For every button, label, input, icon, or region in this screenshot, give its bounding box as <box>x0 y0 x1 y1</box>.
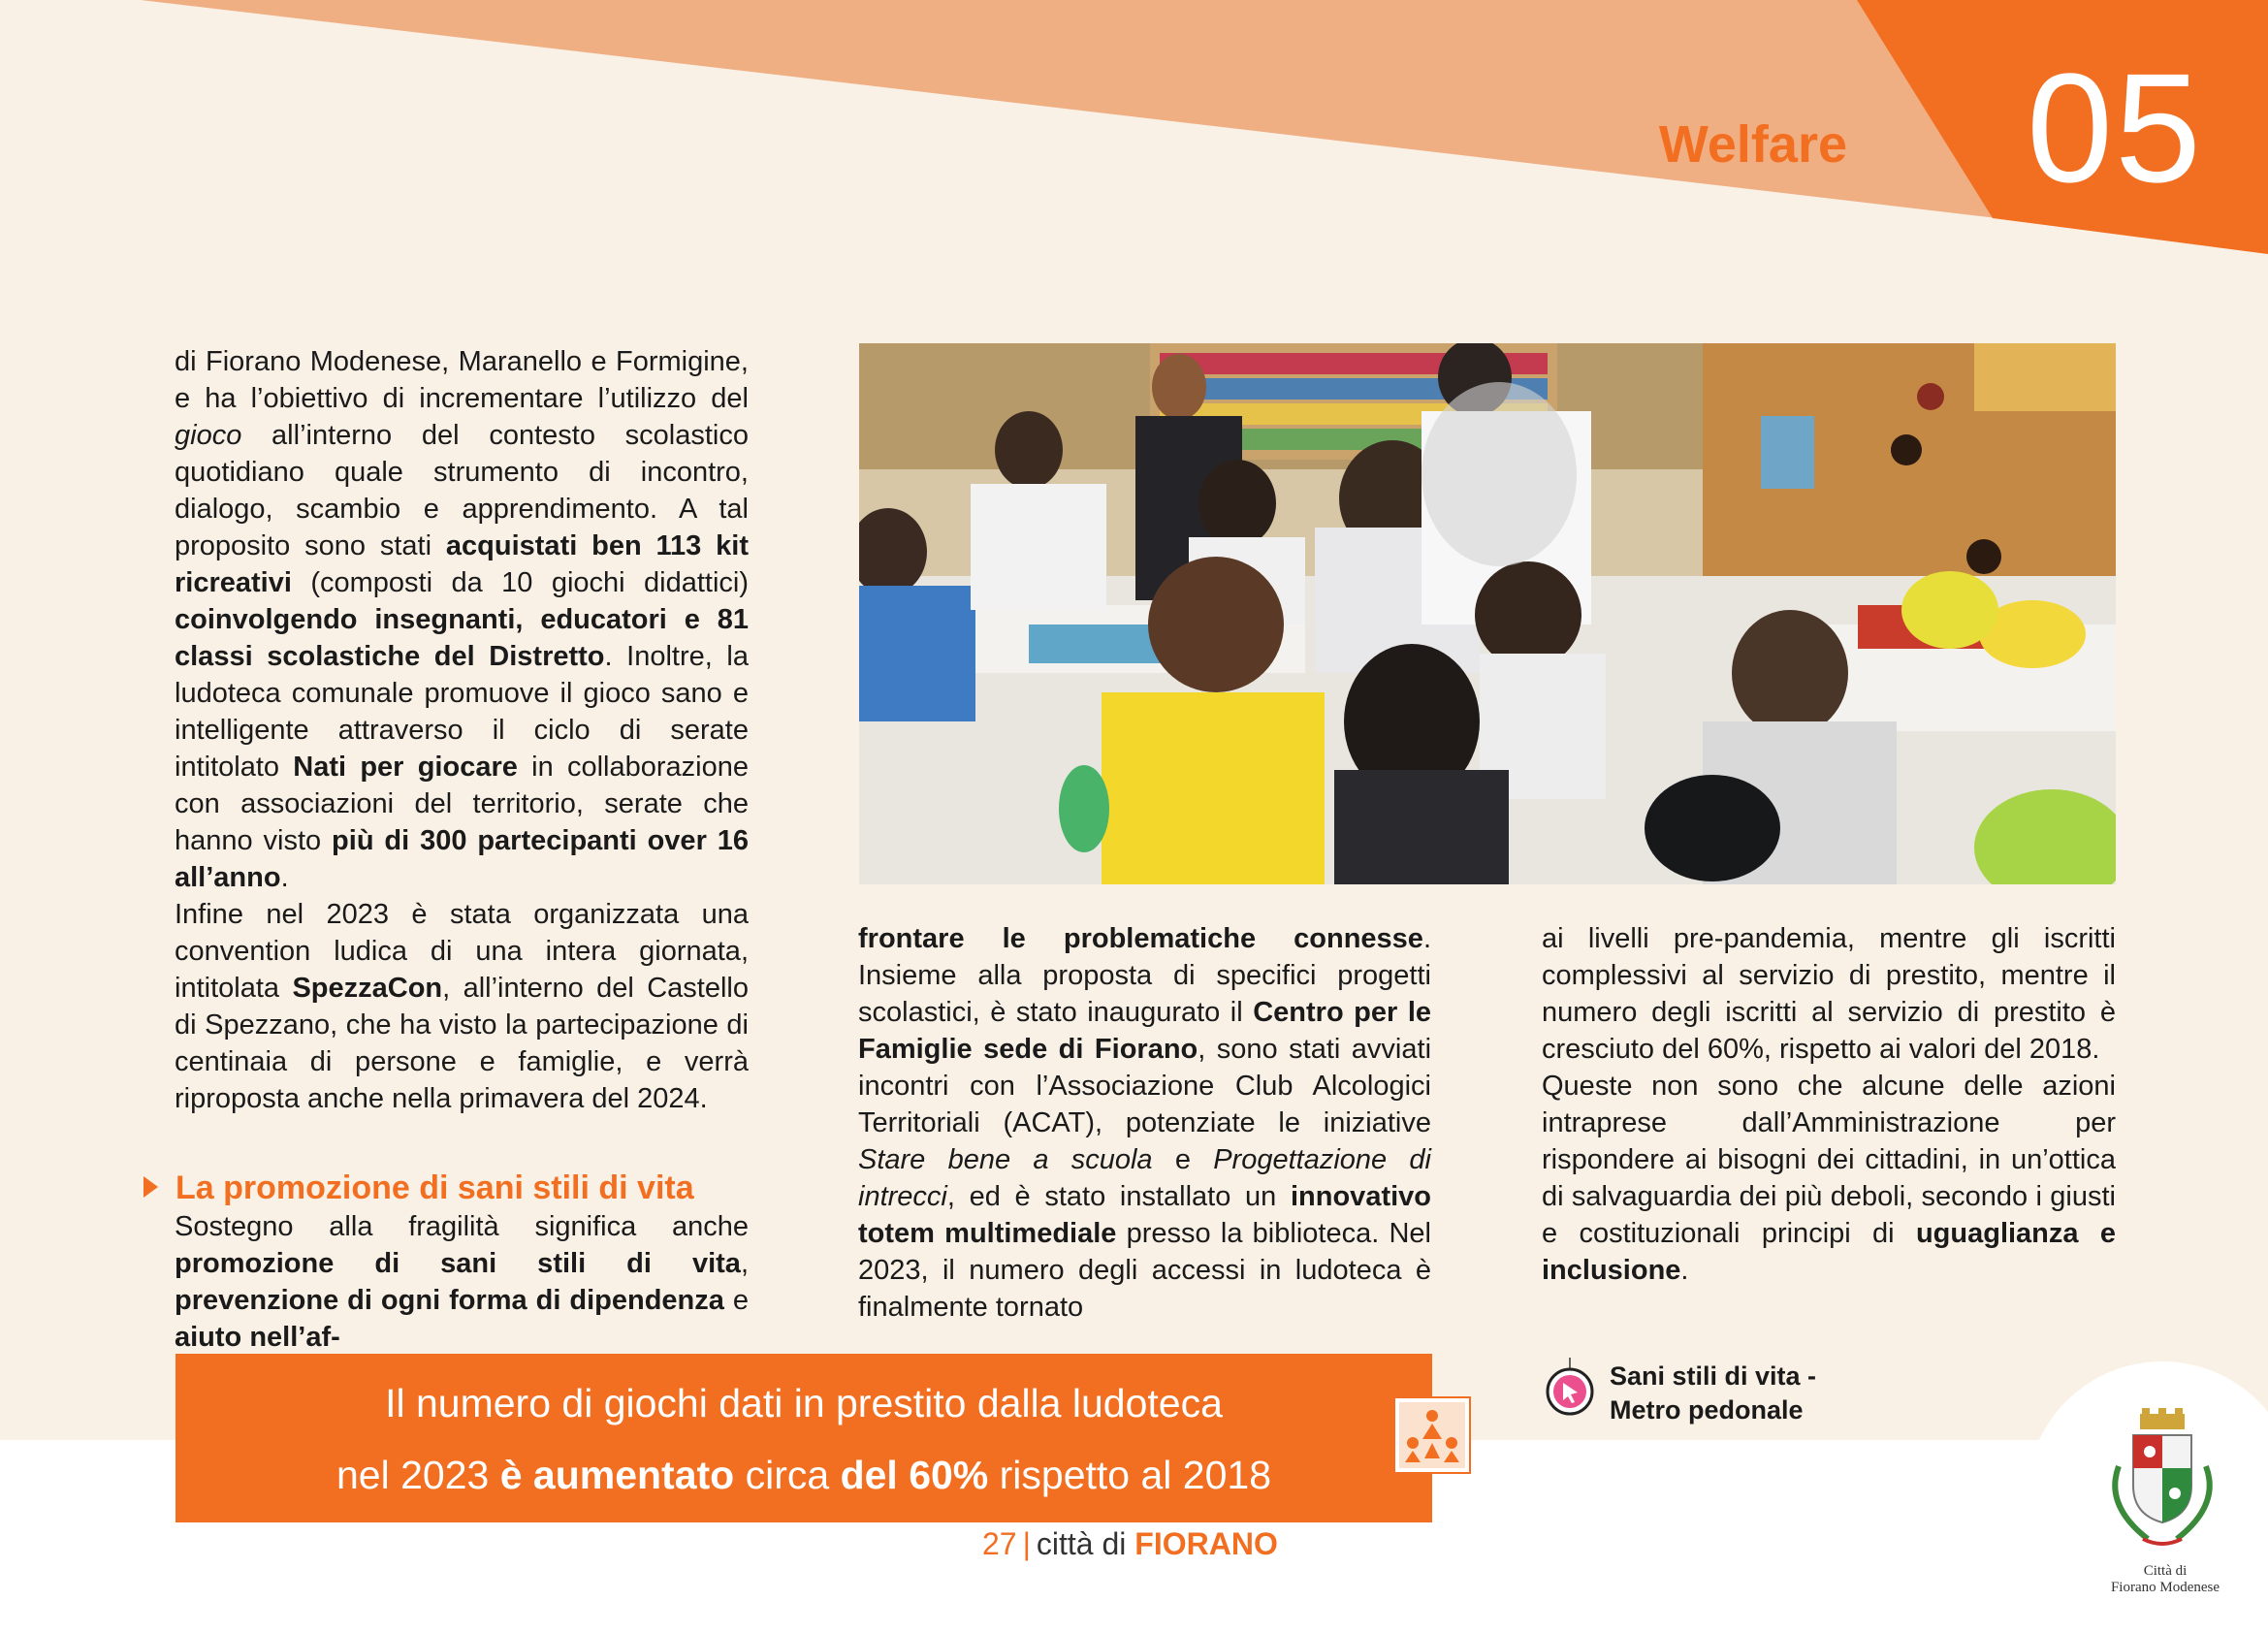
italic-run: gioco <box>175 420 242 451</box>
crest-caption-line-2: Fiorano Modenese <box>2110 1580 2220 1595</box>
bold-run: Centro per le Famiglie sede di Fiorano <box>858 997 1432 1065</box>
text-run: ai livelli pre-pandemia, mentre gli iscritti complessivi al servizio di prestito, mentre il numero degli iscritti al servizio di prestito è cresciuto del 60%, rispetto ai valori del 2018. <box>1542 923 2116 1065</box>
bold-run: Nati per giocare <box>293 752 518 783</box>
ludoteca-photo <box>859 343 2116 884</box>
text-run: Infine nel 2023 è stata organizzata una convention ludica di una intera giornata, intitolata <box>175 899 749 1004</box>
footer-city: FIORANO <box>1134 1526 1278 1561</box>
subheading-text: La promozione di sani stili di vita <box>176 1169 694 1206</box>
italic-run: Progettazione di intrecci <box>858 1144 1431 1212</box>
bold-run: frontare le problematiche connesse <box>858 923 1423 954</box>
text-run: . <box>280 862 289 893</box>
link-text-line-2[interactable]: Metro pedonale <box>1610 1395 1804 1425</box>
crest-caption <box>2073 1563 2257 1596</box>
bold-run: più di 300 partecipanti over 16 all’anno <box>175 825 749 893</box>
bold-run: è aumentato <box>499 1453 735 1497</box>
highlight-banner <box>176 1354 1432 1522</box>
text-run: all’interno del contesto scolastico quotidiano quale strumento di incontro, dialogo, scambio e apprendimento. A tal proposito sono stati <box>175 420 749 561</box>
column-3-paragraph-1 <box>1542 920 2116 1068</box>
bold-run: acquistati ben 113 kit ricreativi <box>175 530 749 598</box>
text-run: , ed è stato installato un <box>946 1181 1291 1212</box>
bold-run: uguaglianza e inclusione <box>1542 1218 2116 1286</box>
bold-run: SpezzaCon <box>292 973 443 1004</box>
text-run: rispetto al 2018 <box>988 1453 1272 1497</box>
bold-run: promozione di sani stili di vita <box>175 1248 741 1279</box>
text-run: circa <box>734 1453 841 1497</box>
text-run: (composti da 10 giochi didattici) <box>291 567 749 598</box>
section-title: Welfare <box>1658 115 1847 174</box>
header-peach-band <box>141 0 1997 218</box>
crest-caption-line-1: Città di <box>2143 1563 2188 1579</box>
column-3-paragraph-2 <box>1542 1068 2116 1289</box>
text-run: presso la biblioteca. Nel 2023, il numero degli accessi in ludoteca è finalmente tornato <box>858 1218 1431 1323</box>
text-run: . <box>1680 1255 1689 1286</box>
column-1-paragraph-2 <box>175 896 749 1117</box>
text-run: in collaborazione con associazioni del territorio, serate che hanno visto <box>175 752 750 856</box>
column-1 <box>175 343 749 1117</box>
photo-illustration <box>859 343 2116 884</box>
column-2 <box>858 920 1431 1326</box>
bold-run: prevenzione di ogni forma di dipendenza <box>175 1285 724 1316</box>
people-circle-icon <box>1393 1396 1471 1474</box>
column-1-continued <box>175 1208 749 1356</box>
text-run: , <box>740 1248 749 1279</box>
page-footer <box>982 1526 1351 1562</box>
text-run: e <box>1152 1144 1214 1175</box>
link-text-line-1[interactable]: Sani stili di vita - <box>1610 1361 1817 1391</box>
triangle-bullet-icon <box>144 1176 158 1198</box>
bold-run: coinvolgendo insegnanti, educatori e 81 classi scolastiche del Distretto <box>175 604 749 672</box>
text-run: di Fiorano Modenese, Maranello e Formigine, e ha l’obiettivo di incrementare l’utilizzo del <box>175 346 749 414</box>
cursor-link-icon[interactable] <box>1546 1358 1604 1455</box>
column-3 <box>1542 920 2116 1289</box>
text-run: nel 2023 <box>335 1453 500 1497</box>
banner-line-2 <box>176 1453 1432 1498</box>
link-text[interactable] <box>1610 1360 1823 1427</box>
footer-prefix: città di <box>1036 1526 1127 1561</box>
text-run: , sono stati avviati incontri con l’Associazione Club Alcologici Territoriali (ACAT), potenziate le iniziative <box>858 1034 1432 1138</box>
text-run: . Inoltre, la ludoteca comunale promuove il gioco sano e intelligente attraverso il ciclo di serate intitolato <box>175 641 749 783</box>
column-2-paragraph <box>858 920 1431 1326</box>
bold-run: innovativo totem multimediale <box>858 1181 1431 1249</box>
banner-line-1: Il numero di giochi dati in prestito dalla ludoteca <box>385 1381 1223 1425</box>
subheading <box>144 1168 764 1208</box>
text-run: e <box>723 1285 750 1316</box>
italic-run: Stare bene a scuola <box>858 1144 1153 1175</box>
text-run: . Insieme alla proposta di specifici progetti scolastici, è stato inaugurato il <box>858 923 1431 1028</box>
footer-separator: | <box>1022 1526 1031 1561</box>
column-1-paragraph-1 <box>175 343 749 896</box>
header-bands <box>0 0 2268 262</box>
municipal-crest-icon <box>2090 1408 2235 1563</box>
bold-run: del 60% <box>840 1453 989 1497</box>
text-run: , all’interno del Castello di Spezzano, che ha visto la partecipazione di centinaia di persone e famiglie, e verrà riproposta anche nella primavera del 2024. <box>175 973 750 1114</box>
page-number: 27 <box>982 1526 1017 1561</box>
bold-run: aiuto nell’af- <box>175 1322 340 1353</box>
text-run: Queste non sono che alcune delle azioni intraprese dall’Amministrazione per rispondere ai bisogni dei cittadini, in un’ottica di salvaguardia dei più deboli, secondo i giusti e costituzionali principi di <box>1542 1071 2116 1249</box>
chapter-number: 05 <box>2027 41 2203 214</box>
text-run: Sostegno alla fragilità significa anche <box>175 1211 749 1242</box>
column-1-paragraph-3 <box>175 1208 749 1356</box>
